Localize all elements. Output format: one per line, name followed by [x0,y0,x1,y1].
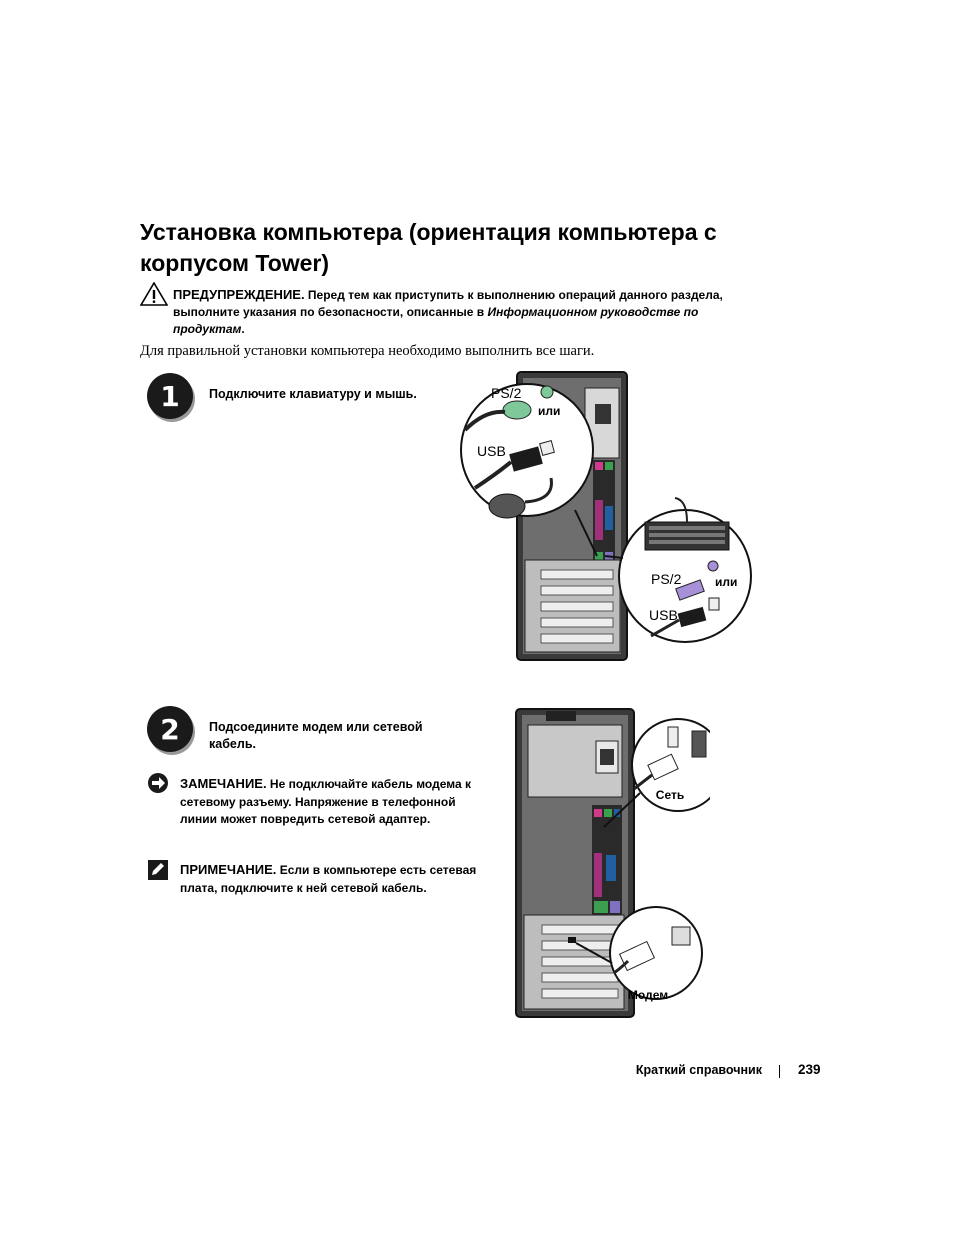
usb-label-left: USB [477,443,506,459]
step-2-number: 2 [160,712,180,746]
keyboard-mouse-diagram [455,370,755,670]
page-title-line2: корпусом Tower) [140,250,330,276]
warning-triangle-icon [140,282,168,306]
ps2-label-right: PS/2 [651,571,682,587]
notice-label: ЗАМЕЧАНИЕ. [180,776,267,791]
footer-separator [779,1065,780,1078]
page-number: 239 [798,1062,821,1077]
network-modem-diagram [510,705,710,1025]
notice-block [180,775,480,829]
note-label: ПРИМЕЧАНИЕ. [180,862,277,877]
step-1-number: 1 [160,379,180,413]
step-1-text: Подключите клавиатуру и мышь. [209,387,417,401]
warning-text: Перед тем как приступить к выполнению операций данного раздела, выполните указания по безопасности, описанные в [173,288,723,319]
footer-section: Краткий справочник [635,1063,762,1077]
warning-doc-title: Информационном руководстве по продуктам [173,305,699,336]
network-label: Сеть [655,788,685,802]
note-pencil-icon [147,859,169,881]
step-1-badge [147,373,193,419]
warning-end: . [241,322,245,336]
usb-label-right: USB [649,607,678,623]
intro-text: Для правильной установки компьютера необходимо выполнить все шаги. [140,343,595,359]
or-label-left: или [538,404,561,418]
notice-icon [147,772,169,794]
step-2-badge [147,706,193,752]
page-title [140,217,780,279]
notice-text: Не подключайте кабель модема к сетевому разъему. Напряжение в телефонной линии может повредить сетевой адаптер. [180,777,471,826]
note-text: Если в компьютере есть сетевая плата, подключите к ней сетевой кабель. [180,863,477,895]
warning-label: ПРЕДУПРЕЖДЕНИЕ. [173,287,305,302]
step-2-text: Подсоедините модем или сетевой кабель. [209,720,423,751]
ps2-label-left: PS/2 [491,385,522,401]
warning-block [173,286,773,338]
note-block [180,861,480,897]
page-title-line1: Установка компьютера (ориентация компьютера с [140,219,717,245]
modem-label: Модем [627,988,669,1002]
or-label-right: или [715,575,738,589]
